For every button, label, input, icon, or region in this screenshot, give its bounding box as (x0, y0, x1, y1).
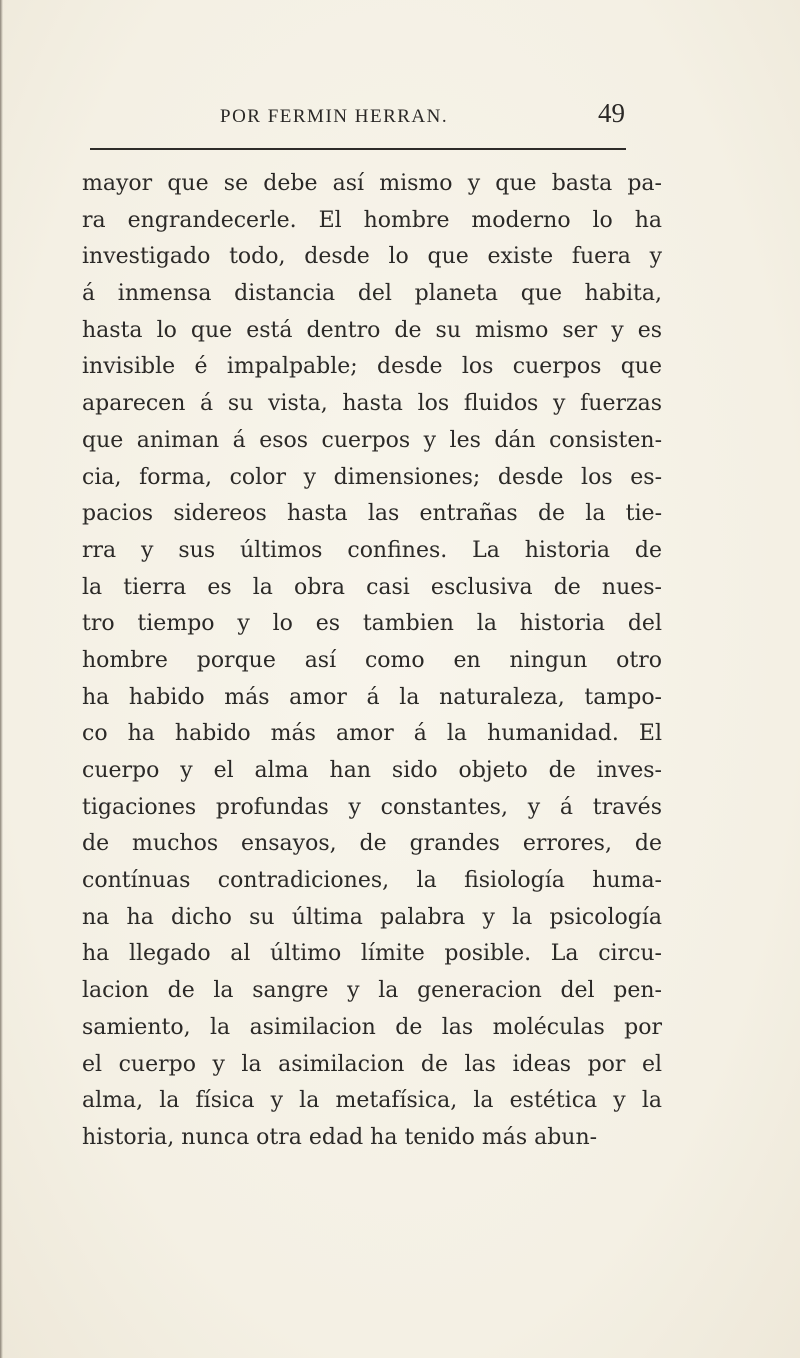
text-line: aparecen á su vista, hasta los fluidos y fuerzas (82, 391, 662, 417)
text-line: que animan á esos cuerpos y les dán consisten- (82, 427, 662, 453)
text-line: hasta lo que está dentro de su mismo ser y es (82, 317, 662, 343)
page-number: 49 (598, 98, 625, 128)
text-line: investigado todo, desde lo que existe fuera y (82, 244, 662, 270)
text-line: hombre porque así como en ningun otro (82, 647, 662, 673)
header-rule (90, 148, 626, 150)
text-line: invisible é impalpable; desde los cuerpos que (82, 354, 662, 380)
text-line: el cuerpo y la asimilacion de las ideas por el (82, 1051, 662, 1077)
text-line: historia, nunca otra edad ha tenido más abun- (82, 1124, 598, 1150)
text-line: tigaciones profundas y constantes, y á través (82, 794, 662, 820)
text-line: ha llegado al último límite posible. La circu- (82, 941, 662, 967)
text-line: ha habido más amor á la naturaleza, tampo- (82, 684, 662, 710)
text-line: la tierra es la obra casi esclusiva de nues- (82, 574, 662, 600)
text-line: cia, forma, color y dimensiones; desde los es- (82, 464, 662, 490)
text-line: lacion de la sangre y la generacion del pen- (82, 978, 662, 1004)
text-line: cuerpo y el alma han sido objeto de inves- (82, 758, 662, 783)
text-line: de muchos ensayos, de grandes errores, de (82, 831, 662, 857)
text-line: samiento, la asimilacion de las moléculas por (82, 1014, 662, 1040)
text-line: rra y sus últimos confines. La historia de (82, 537, 662, 563)
running-head: POR FERMIN HERRAN. (220, 106, 449, 127)
text-line: contínuas contradiciones, la fisiología huma- (82, 868, 662, 894)
text-line: tro tiempo y lo es tambien la historia del (82, 611, 662, 637)
text-line: ra engrandecerle. El hombre moderno lo ha (82, 207, 662, 233)
text-line: co ha habido más amor á la humanidad. El (82, 721, 662, 747)
text-line: á inmensa distancia del planeta que habita, (82, 281, 662, 307)
text-line: mayor que se debe así mismo y que basta pa- (82, 171, 662, 196)
page-edge-shadow (0, 0, 3, 1358)
page-header (60, 96, 635, 136)
body-text (82, 166, 662, 1157)
text-line: alma, la física y la metafísica, la estética y la (82, 1088, 662, 1114)
text-line: na ha dicho su última palabra y la psicología (82, 904, 662, 930)
text-line: pacios sidereos hasta las entrañas de la tie- (82, 501, 662, 527)
